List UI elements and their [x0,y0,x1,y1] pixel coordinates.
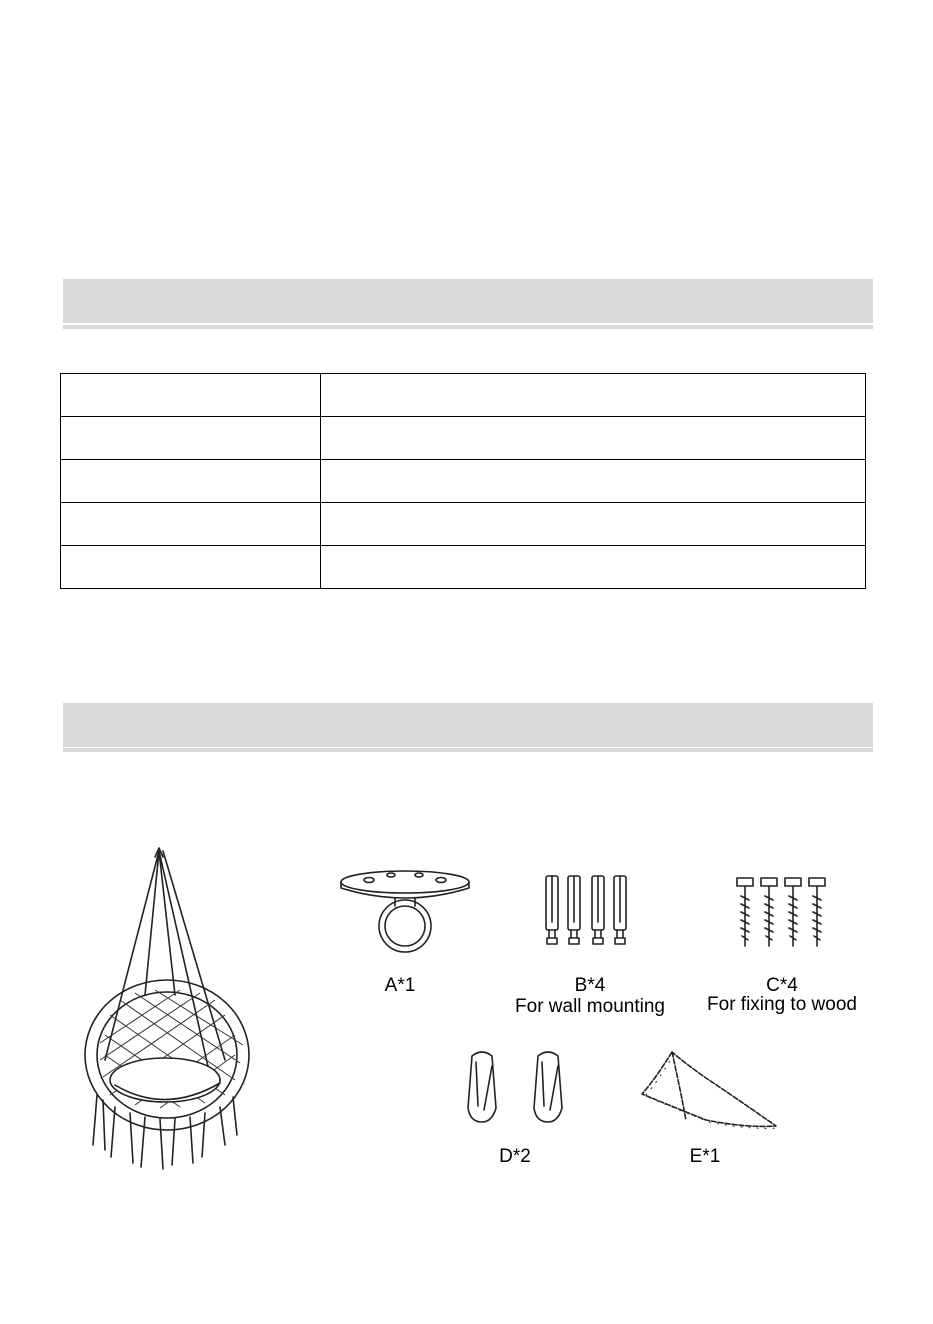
part-b-code: B*4 [574,975,606,996]
chain-icon [636,1048,786,1133]
part-b-note: For wall mounting [515,996,665,1017]
table-cell [61,503,321,546]
table-row [61,460,866,503]
part-e-code: E*1 [689,1146,721,1167]
table-cell [61,374,321,417]
hanging-chair-icon [75,845,275,1175]
table-row [61,417,866,460]
part-d-code: D*2 [499,1146,531,1167]
wall-anchor-bolts-icon [540,872,640,950]
table-cell [321,503,866,546]
table-cell [61,460,321,503]
part-a-code: A*1 [384,975,416,996]
table-cell [321,417,866,460]
section-divider-1 [63,325,873,329]
spec-table [60,373,866,589]
section-divider-2 [63,748,873,752]
table-row [61,374,866,417]
ceiling-mount-hook-icon [335,868,475,968]
wood-screws-icon [735,876,835,954]
part-c-code: C*4 [766,975,798,996]
table-cell [321,546,866,589]
table-row [61,503,866,546]
section-header-2 [63,703,873,747]
carabiners-icon [462,1048,582,1128]
part-c-note: For fixing to wood [707,994,857,1015]
table-cell [321,460,866,503]
section-header-1 [63,279,873,323]
table-cell [321,374,866,417]
table-row [61,546,866,589]
table-cell [61,417,321,460]
table-cell [61,546,321,589]
